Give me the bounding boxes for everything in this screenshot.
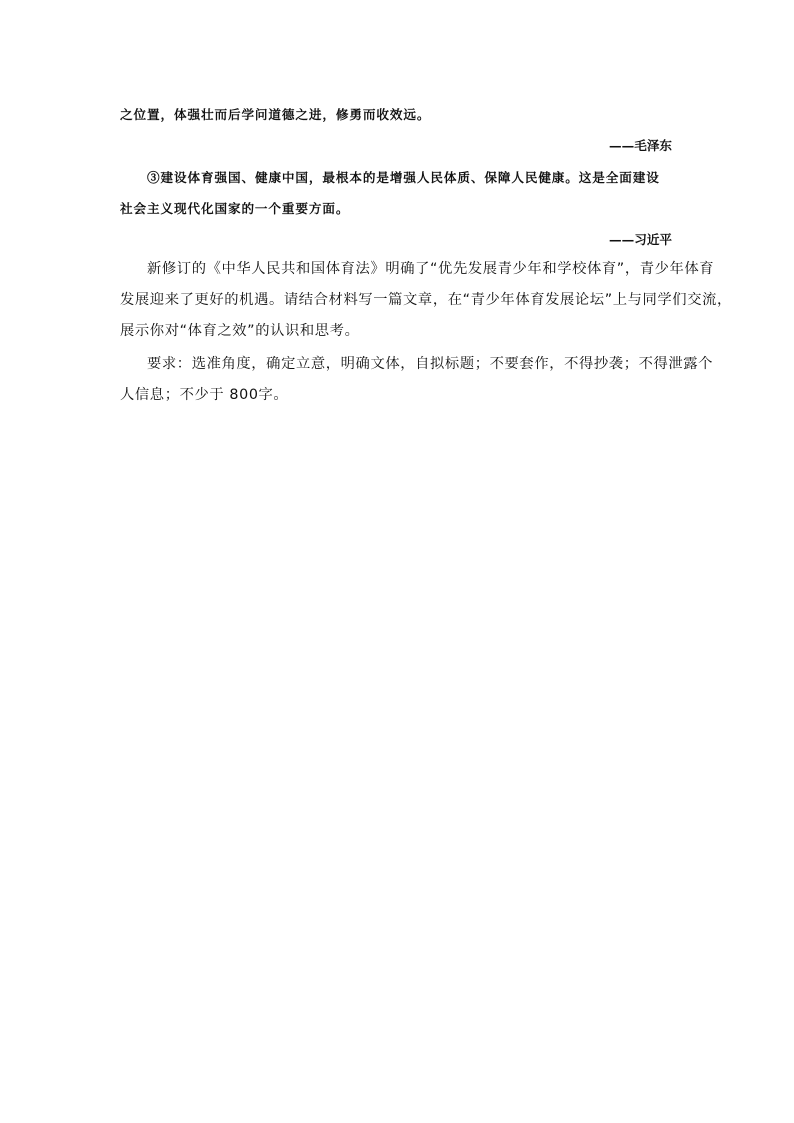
requirements-line-1: 要求：选准角度，确定立意，明确文体，自拟标题；不要套作，不得抄袭；不得泄露个 xyxy=(147,356,714,372)
prompt-line-2: 发展迎来了更好的机遇。请结合材料写一篇文章，在“青少年体育发展论坛”上与同学们交流， xyxy=(120,292,732,308)
quote-2-tail: 之位置，体强壮而后学问道德之进，修勇而收效远。 xyxy=(120,107,431,122)
prompt-line-3: 展示你对“体育之效”的认识和思考。 xyxy=(120,323,360,339)
requirements-line-2: 人信息；不少于 800字。 xyxy=(120,387,289,403)
quote-3-line-2: 社会主义现代化国家的一个重要方面。 xyxy=(120,201,350,216)
quote-2-author: ——毛泽东 xyxy=(609,138,672,153)
quote-3-line-1: ③建设体育强国、健康中国，最根本的是增强人民体质、保障人民健康。这是全面建设 xyxy=(147,170,660,185)
prompt-line-1: 新修订的《中华人民共和国体育法》明确了“优先发展青少年和学校体育”，青少年体育 xyxy=(147,261,715,277)
quote-3-author: ——习近平 xyxy=(609,232,672,247)
